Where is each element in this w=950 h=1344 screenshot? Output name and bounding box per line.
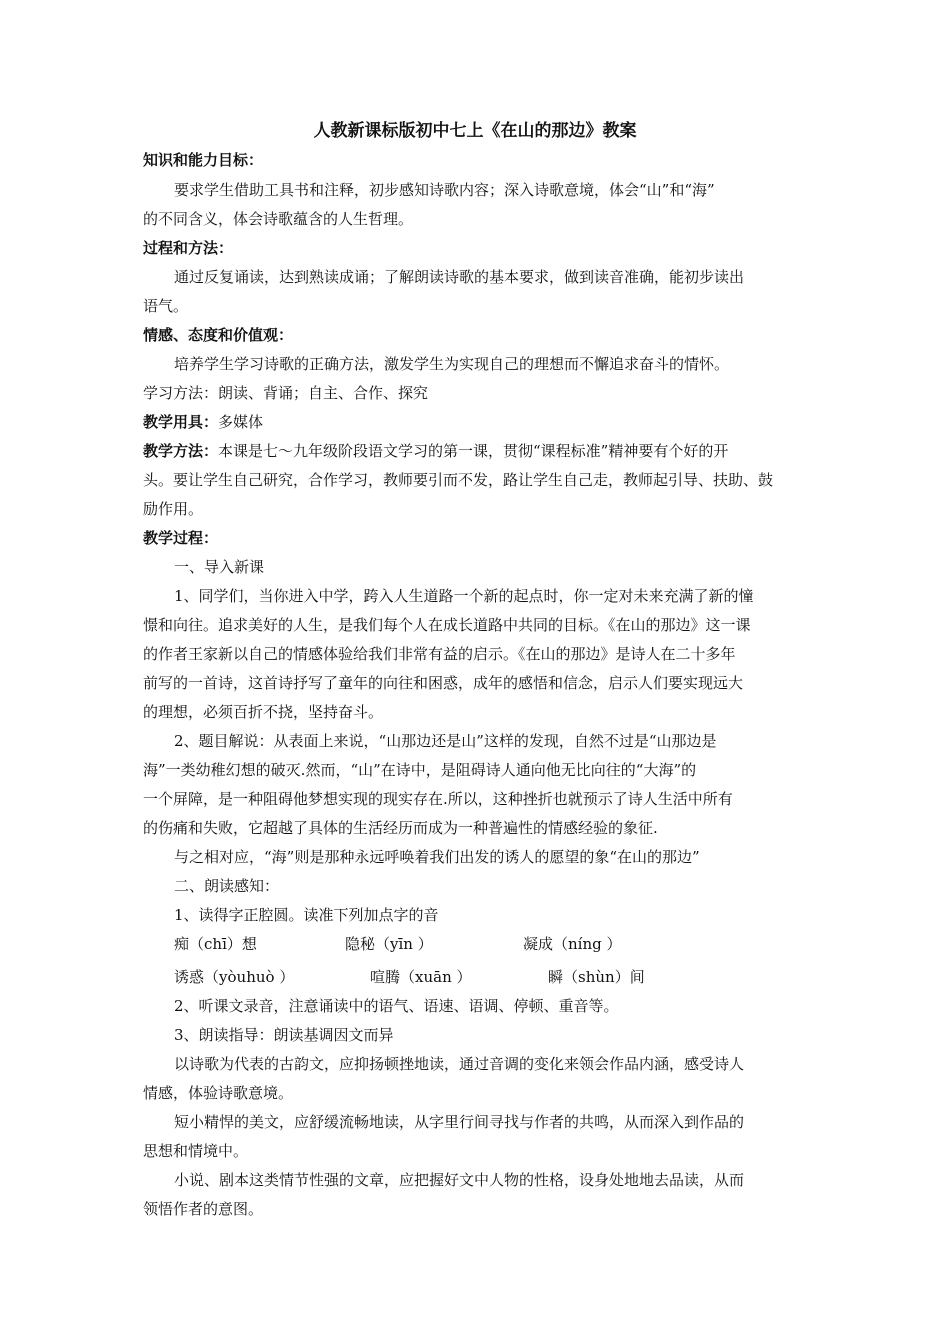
dotted-char: 痴 xyxy=(174,935,190,953)
pinyin-item: 凝成（níng ） xyxy=(523,935,622,953)
teaching-method-line xyxy=(143,441,811,461)
dotted-char: 喧 xyxy=(370,968,386,986)
paragraph-line: 头。要让学生自己研究，合作学习，教师要引而不发，路让学生自己走，教师起引导、扶助、鼓 xyxy=(143,471,774,489)
step-heading: 一、导入新课 xyxy=(174,558,265,576)
teaching-tools-text: 多媒体 xyxy=(218,413,264,431)
dotted-char: 惑 xyxy=(189,968,205,986)
paragraph-line: 情感，体验诗歌意境。 xyxy=(143,1084,294,1102)
paragraph-line: 的理想，必须百折不挠，坚持奋斗。 xyxy=(143,703,384,721)
paragraph-line: 语气。 xyxy=(143,297,189,315)
paragraph-line: 以诗歌为代表的古韵文，应抑扬顿挫地读，通过音调的变化来领会作品内涵，感受诗人 xyxy=(174,1055,745,1073)
teaching-method-text: 本课是七～九年级阶段语文学习的第一课，贯彻“课程标准”精神要有个好的开 xyxy=(218,442,729,460)
paragraph-line: 憬和向往。追求美好的人生，是我们每个人在成长道路中共同的目标。《在山的那边》这一课 xyxy=(143,616,751,634)
pinyin-item: 隐秘（yīn ） xyxy=(345,935,433,953)
section-heading-knowledge: 知识和能力目标： xyxy=(143,151,264,169)
section-heading-process-method: 过程和方法： xyxy=(143,239,234,257)
paragraph-line: 与之相对应，“海”则是那种永远呼唤着我们出发的诱人的愿望的象“在山的那边” xyxy=(174,848,700,866)
step-heading: 二、朗读感知： xyxy=(174,877,280,895)
pinyin-item: 诱惑（yòuhuò ） xyxy=(174,968,295,986)
paragraph-line: 的不同含义，体会诗歌蕴含的人生哲理。 xyxy=(143,210,414,228)
pinyin-item: 痴（chī）想 xyxy=(174,935,257,953)
dotted-char: 秘 xyxy=(360,935,376,953)
dotted-char: 凝 xyxy=(523,935,539,953)
paragraph-line: 3、朗读指导：朗读基调因文而异 xyxy=(174,1026,394,1044)
paragraph-line: 1、同学们，当你进入中学，跨入人生道路一个新的起点时，你一定对未来充满了新的憧 xyxy=(174,587,754,605)
paragraph-line: 领悟作者的意图。 xyxy=(143,1200,264,1218)
paragraph-line: 2、听课文录音，注意诵读中的语气、语速、语调、停顿、重音等。 xyxy=(174,997,619,1015)
section-heading-emotion: 情感、态度和价值观： xyxy=(143,326,294,344)
paragraph-line: 短小精悍的美文，应舒缓流畅地读，从字里行间寻找与作者的共鸣，从而深入到作品的 xyxy=(174,1113,745,1131)
dotted-char: 诱 xyxy=(174,968,190,986)
paragraph-line: 的作者王家新以自己的情感体验给我们非常有益的启示。《在山的那边》是诗人在二十多年 xyxy=(143,645,736,663)
paragraph-line: 的伤痛和失败，它超越了具体的生活经历而成为一种普遍性的情感经验的象征. xyxy=(143,819,658,837)
paragraph-line: 一个屏障，是一种阻碍他梦想实现的现实存在.所以，这种挫折也就预示了诗人生活中所有 xyxy=(143,790,733,808)
teaching-method-label: 教学方法： xyxy=(143,442,219,460)
teaching-tools-label: 教学用具： xyxy=(143,413,219,431)
pinyin-item: 喧腾（xuān ） xyxy=(370,968,472,986)
paragraph-line: 思想和情境中。 xyxy=(143,1142,249,1160)
section-heading-teaching-process: 教学过程： xyxy=(143,529,219,547)
document-title: 人教新课标版初中七上《在山的那边》教案 xyxy=(313,121,637,141)
paragraph-line: 小说、剧本这类情节性强的文章，应把握好文中人物的性格，设身处地地去品读，从而 xyxy=(174,1171,745,1189)
pinyin-item: 瞬（shùn）间 xyxy=(548,968,645,986)
paragraph-line: 1、读得字正腔圆。读准下列加点字的音 xyxy=(174,906,439,924)
paragraph-line: 前写的一首诗，这首诗抒写了童年的向往和困惑，成年的感悟和信念，启示人们要实现远大 xyxy=(143,674,744,692)
paragraph-line: 要求学生借助工具书和注释，初步感知诗歌内容；深入诗歌意境，体会“山”和“海” xyxy=(174,181,715,199)
teaching-tools-line xyxy=(143,412,811,432)
dotted-char: 瞬 xyxy=(548,968,564,986)
study-method-line: 学习方法：朗读、背诵；自主、合作、探究 xyxy=(143,384,429,402)
paragraph-line: 励作用。 xyxy=(143,500,204,518)
paragraph-line: 培养学生学习诗歌的正确方法，激发学生为实现自己的理想而不懈追求奋斗的情怀。 xyxy=(174,355,730,373)
paragraph-line: 通过反复诵读，达到熟读成诵；了解朗读诗歌的基本要求，做到读音准确，能初步读出 xyxy=(174,268,745,286)
paragraph-line: 2、题目解说：从表面上来说，“山那边还是山”这样的发现，自然不过是“山那边是 xyxy=(174,732,717,750)
paragraph-line: 海”一类幼稚幻想的破灭.然而，“山”在诗中，是阻碍诗人通向他无比向往的“大海”的 xyxy=(143,761,697,779)
